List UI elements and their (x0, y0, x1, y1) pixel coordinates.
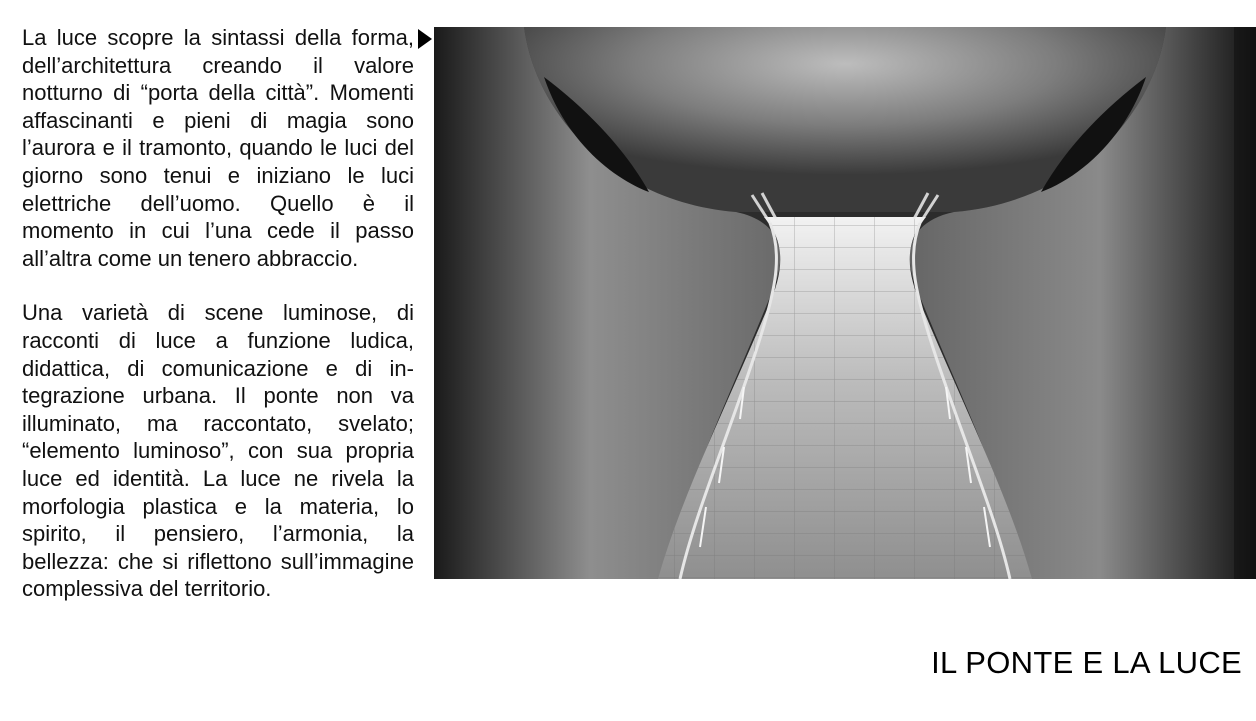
caption-title: IL PONTE E LA LUCE (931, 645, 1242, 680)
right-triangle-icon (418, 29, 432, 49)
article-paragraph-1: La luce scopre la sintassi della forma, dell’architettura creando il valore notturno di “porta della città”. Momenti affascinanti e pieni di magia sono l’aurora e il tramonto, quando le luci del giorno sono tenui e iniziano le luci elettriche dell’uomo. Quello è il momento in cui l’una cede il passo all’altra come un tenero abbraccio. (22, 25, 414, 271)
bridge-photo (434, 27, 1256, 579)
article-paragraph-2: Una varietà di scene luminose, di racconti di luce a funzione ludica, didattica, di comunicazione e di integrazione urbana. Il ponte non va illuminato, ma raccontato, svelato; “elemento luminoso”, con sua propria luce ed identità. La luce ne rivela la morfologia plastica e la materia, lo spirito, il pensiero, l’armonia, la bellezza: che si riflettono sull’immagine complessiva del territorio. (22, 300, 414, 602)
article-text (22, 24, 414, 603)
